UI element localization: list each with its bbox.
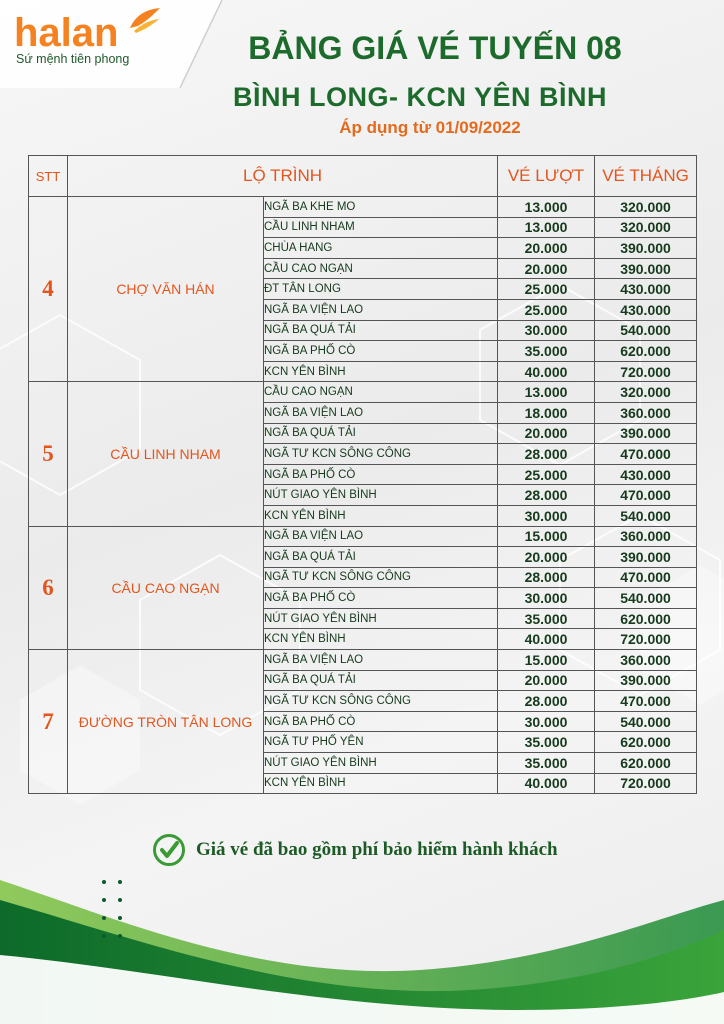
monthly-fare: 390.000 <box>595 423 697 444</box>
monthly-fare: 720.000 <box>595 629 697 650</box>
single-fare: 35.000 <box>498 341 595 362</box>
header-route: LỘ TRÌNH <box>68 156 498 197</box>
group-stt: 6 <box>29 526 68 650</box>
stop-name: KCN YÊN BÌNH <box>264 505 498 526</box>
stop-name: NGÃ BA PHỐ CÒ <box>264 711 498 732</box>
monthly-fare: 320.000 <box>595 382 697 403</box>
monthly-fare: 390.000 <box>595 258 697 279</box>
stop-name: NGÃ BA PHỐ CÒ <box>264 588 498 609</box>
table-row <box>29 650 697 671</box>
monthly-fare: 390.000 <box>595 238 697 259</box>
monthly-fare: 430.000 <box>595 299 697 320</box>
single-fare: 35.000 <box>498 732 595 753</box>
single-fare: 15.000 <box>498 526 595 547</box>
stop-name: NGÃ BA PHỐ CÒ <box>264 341 498 362</box>
monthly-fare: 390.000 <box>595 547 697 568</box>
single-fare: 30.000 <box>498 505 595 526</box>
stop-name: NGÃ TƯ KCN SÔNG CÔNG <box>264 444 498 465</box>
brand-logo <box>14 6 129 66</box>
stop-name: NGÃ BA QUÁ TẢI <box>264 320 498 341</box>
table-row <box>29 197 697 218</box>
single-fare: 20.000 <box>498 547 595 568</box>
monthly-fare: 470.000 <box>595 444 697 465</box>
single-fare: 25.000 <box>498 279 595 300</box>
monthly-fare: 360.000 <box>595 402 697 423</box>
single-fare: 20.000 <box>498 238 595 259</box>
single-fare: 25.000 <box>498 299 595 320</box>
stop-name: NGÃ BA VIỆN LAO <box>264 402 498 423</box>
single-fare: 20.000 <box>498 423 595 444</box>
single-fare: 40.000 <box>498 629 595 650</box>
stop-name: NÚT GIAO YÊN BÌNH <box>264 608 498 629</box>
stop-name: NGÃ BA VIỆN LAO <box>264 526 498 547</box>
table-header-row <box>29 156 697 197</box>
stop-name: NGÃ TƯ PHỐ YÊN <box>264 732 498 753</box>
monthly-fare: 470.000 <box>595 485 697 506</box>
single-fare: 28.000 <box>498 567 595 588</box>
stop-name: NGÃ BA VIỆN LAO <box>264 650 498 671</box>
page-title: BẢNG GIÁ VÉ TUYẾN 08 <box>248 30 622 66</box>
stop-name: ĐT TÂN LONG <box>264 279 498 300</box>
stop-name: KCN YÊN BÌNH <box>264 773 498 794</box>
single-fare: 20.000 <box>498 670 595 691</box>
monthly-fare: 540.000 <box>595 320 697 341</box>
single-fare: 15.000 <box>498 650 595 671</box>
monthly-fare: 620.000 <box>595 341 697 362</box>
single-fare: 13.000 <box>498 197 595 218</box>
group-route: CẦU CAO NGẠN <box>68 526 264 650</box>
monthly-fare: 720.000 <box>595 773 697 794</box>
monthly-fare: 390.000 <box>595 670 697 691</box>
single-fare: 25.000 <box>498 464 595 485</box>
monthly-fare: 320.000 <box>595 197 697 218</box>
stop-name: NGÃ TƯ KCN SÔNG CÔNG <box>264 567 498 588</box>
group-stt: 7 <box>29 650 68 794</box>
stop-name: NÚT GIAO YÊN BÌNH <box>264 485 498 506</box>
stop-name: CHÙA HANG <box>264 238 498 259</box>
monthly-fare: 430.000 <box>595 464 697 485</box>
stop-name: NÚT GIAO YÊN BÌNH <box>264 753 498 774</box>
table-row <box>29 526 697 547</box>
monthly-fare: 470.000 <box>595 691 697 712</box>
single-fare: 28.000 <box>498 485 595 506</box>
monthly-fare: 320.000 <box>595 217 697 238</box>
effective-date: Áp dụng từ 01/09/2022 <box>339 118 521 137</box>
monthly-fare: 620.000 <box>595 732 697 753</box>
stop-name: CẦU CAO NGẠN <box>264 258 498 279</box>
stop-name: NGÃ TƯ KCN SÔNG CÔNG <box>264 691 498 712</box>
header-single: VÉ LƯỢT <box>498 156 595 197</box>
header-monthly: VÉ THÁNG <box>595 156 697 197</box>
header-stt: STT <box>29 156 68 197</box>
single-fare: 20.000 <box>498 258 595 279</box>
insurance-note-text: Giá vé đã bao gồm phí bảo hiểm hành khách <box>196 839 558 860</box>
single-fare: 30.000 <box>498 711 595 732</box>
page-subtitle: BÌNH LONG- KCN YÊN BÌNH <box>232 82 607 112</box>
single-fare: 30.000 <box>498 320 595 341</box>
single-fare: 28.000 <box>498 444 595 465</box>
group-route: ĐƯỜNG TRÒN TÂN LONG <box>68 650 264 794</box>
stop-name: KCN YÊN BÌNH <box>264 629 498 650</box>
monthly-fare: 720.000 <box>595 361 697 382</box>
stop-name: NGÃ BA QUÁ TẢI <box>264 670 498 691</box>
brand-name: halan <box>14 11 119 55</box>
monthly-fare: 540.000 <box>595 588 697 609</box>
stop-name: NGÃ BA PHỐ CÒ <box>264 464 498 485</box>
single-fare: 35.000 <box>498 608 595 629</box>
stop-name: CẦU CAO NGẠN <box>264 382 498 403</box>
monthly-fare: 430.000 <box>595 279 697 300</box>
single-fare: 13.000 <box>498 382 595 403</box>
stop-name: CẦU LINH NHAM <box>264 217 498 238</box>
table-row <box>29 382 697 403</box>
single-fare: 30.000 <box>498 588 595 609</box>
group-stt: 4 <box>29 197 68 382</box>
single-fare: 35.000 <box>498 753 595 774</box>
price-table <box>28 155 697 794</box>
brand-slogan: Sứ mệnh tiên phong <box>16 52 130 66</box>
stop-name: NGÃ BA VIỆN LAO <box>264 299 498 320</box>
group-route: CHỢ VĂN HÁN <box>68 197 264 382</box>
group-stt: 5 <box>29 382 68 526</box>
monthly-fare: 470.000 <box>595 567 697 588</box>
table-body <box>29 197 697 794</box>
single-fare: 18.000 <box>498 402 595 423</box>
single-fare: 13.000 <box>498 217 595 238</box>
single-fare: 40.000 <box>498 361 595 382</box>
monthly-fare: 540.000 <box>595 711 697 732</box>
stop-name: NGÃ BA QUÁ TẢI <box>264 423 498 444</box>
stop-name: KCN YÊN BÌNH <box>264 361 498 382</box>
monthly-fare: 360.000 <box>595 526 697 547</box>
logo-wing-icon <box>126 6 162 34</box>
group-route: CẦU LINH NHAM <box>68 382 264 526</box>
footer-wave <box>0 860 724 1024</box>
single-fare: 40.000 <box>498 773 595 794</box>
monthly-fare: 620.000 <box>595 608 697 629</box>
monthly-fare: 620.000 <box>595 753 697 774</box>
stop-name: NGÃ BA QUÁ TẢI <box>264 547 498 568</box>
stop-name: NGÃ BA KHE MO <box>264 197 498 218</box>
single-fare: 28.000 <box>498 691 595 712</box>
monthly-fare: 540.000 <box>595 505 697 526</box>
monthly-fare: 360.000 <box>595 650 697 671</box>
